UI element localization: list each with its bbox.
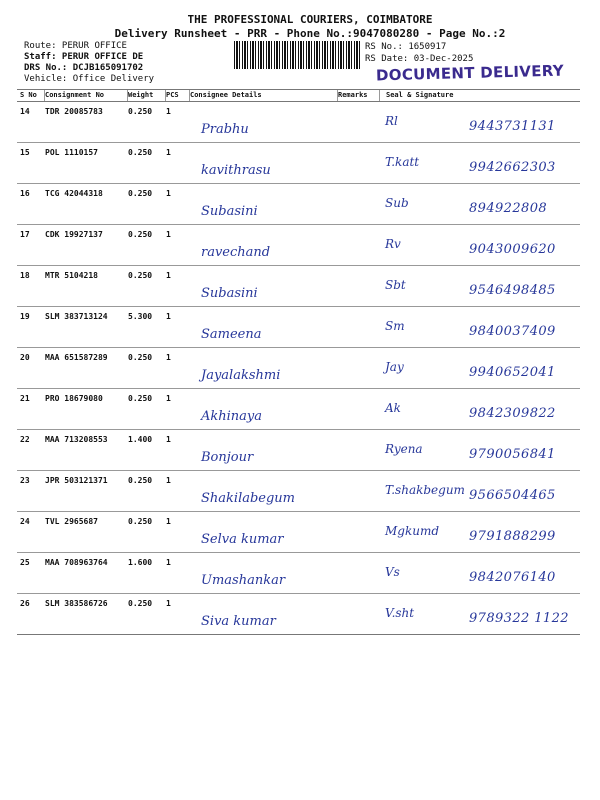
document-title: THE PROFESSIONAL COURIERS, COIMBATORE — [187, 13, 433, 26]
pcs-value: 1 — [166, 312, 171, 321]
consignee-name: Shakilabegum — [201, 491, 296, 506]
remarks-cell — [338, 307, 380, 347]
receiver-phone: 9789322 1122 — [469, 611, 569, 626]
pcs-value: 1 — [166, 476, 171, 485]
weight-value: 5.300 — [128, 312, 153, 321]
table-row — [17, 102, 580, 143]
receiver-phone: 9566504465 — [469, 488, 556, 503]
weight-value: 0.250 — [128, 476, 153, 485]
receiver-phone: 9942662303 — [469, 160, 556, 175]
weight-value: 0.250 — [128, 230, 153, 239]
serial-number: 15 — [20, 148, 30, 157]
table-row — [17, 430, 580, 471]
consignee-name: Sameena — [201, 327, 262, 342]
consignment-number: JPR 503121371 — [45, 476, 108, 485]
signature: T.shakbegum — [385, 483, 465, 497]
signature: Rl — [385, 114, 398, 128]
document-subtitle: Delivery Runsheet - PRR - Phone No.:9047080280 - Page No.:2 — [114, 27, 506, 40]
table-row — [17, 553, 580, 594]
table-row — [17, 471, 580, 512]
table-row — [17, 389, 580, 430]
receiver-phone: 9940652041 — [469, 365, 556, 380]
signature: T.katt — [385, 155, 420, 169]
rs-info — [365, 41, 473, 65]
remarks-cell — [338, 225, 380, 265]
pcs-value: 1 — [166, 189, 171, 198]
remarks-cell — [338, 512, 380, 552]
consignment-number: MTR 5104218 — [45, 271, 98, 280]
table-row — [17, 143, 580, 184]
barcode-image — [234, 41, 362, 69]
consignment-number: SLM 383713124 — [45, 312, 108, 321]
staff-label: Staff: PERUR OFFICE DE — [24, 52, 144, 62]
signature: Mgkumd — [385, 524, 440, 538]
route-label: Route: PERUR OFFICE — [24, 41, 127, 51]
serial-number: 19 — [20, 312, 30, 321]
consignee-name: Umashankar — [201, 573, 286, 588]
pcs-value: 1 — [166, 599, 171, 608]
pcs-value: 1 — [166, 148, 171, 157]
receiver-phone: 894922808 — [469, 201, 548, 216]
signature: Ryena — [385, 442, 423, 456]
weight-value: 0.250 — [128, 148, 153, 157]
signature: Ak — [385, 401, 401, 415]
receiver-phone: 9546498485 — [469, 283, 556, 298]
weight-value: 0.250 — [128, 189, 153, 198]
consignment-number: MAA 713208553 — [45, 435, 108, 444]
signature: Rv — [385, 237, 401, 251]
receiver-phone: 9842076140 — [469, 570, 556, 585]
consignee-name: Siva kumar — [201, 614, 276, 629]
table-header — [17, 90, 580, 102]
consignee-name: Subasini — [201, 204, 258, 219]
table-row — [17, 307, 580, 348]
table-row — [17, 225, 580, 266]
table-row — [17, 594, 580, 634]
pcs-value: 1 — [166, 271, 171, 280]
consignee-name: Jayalakshmi — [201, 368, 281, 383]
col-seal: Seal & Signature — [386, 91, 454, 99]
consignment-number: PRO 18679080 — [45, 394, 103, 403]
drs-label: DRS No.: DCJB165091702 — [24, 63, 144, 73]
signature: Sm — [385, 319, 405, 333]
consignment-number: TCG 42044318 — [45, 189, 103, 198]
consignee-name: Akhinaya — [201, 409, 263, 424]
weight-value: 0.250 — [128, 394, 153, 403]
remarks-cell — [338, 594, 380, 634]
receiver-phone: 9790056841 — [469, 447, 556, 462]
table-row — [17, 512, 580, 553]
consignment-number: MAA 708963764 — [45, 558, 108, 567]
remarks-cell — [338, 553, 380, 593]
pcs-value: 1 — [166, 558, 171, 567]
consignment-number: TDR 20085783 — [45, 107, 103, 116]
receiver-phone: 9791888299 — [469, 529, 556, 544]
weight-value: 1.400 — [128, 435, 153, 444]
col-sno: S No — [17, 90, 45, 101]
weight-value: 0.250 — [128, 271, 153, 280]
table-body — [17, 102, 580, 634]
col-consignment: Consignment No — [45, 90, 128, 101]
rs-number: RS No.: 1650917 — [365, 42, 447, 52]
table-row — [17, 266, 580, 307]
serial-number: 16 — [20, 189, 30, 198]
receiver-phone: 9840037409 — [469, 324, 556, 339]
signature: Sbt — [385, 278, 406, 292]
col-consignee: Consignee Details — [190, 90, 338, 101]
col-pcs: PCS — [166, 90, 190, 101]
serial-number: 23 — [20, 476, 30, 485]
weight-value: 0.250 — [128, 517, 153, 526]
remarks-cell — [338, 102, 380, 142]
consignee-name: kavithrasu — [201, 163, 271, 178]
signature: V.sht — [385, 606, 415, 620]
remarks-cell — [338, 143, 380, 183]
serial-number: 21 — [20, 394, 30, 403]
remarks-cell — [338, 348, 380, 388]
receiver-phone: 9443731131 — [469, 119, 556, 134]
signature: Sub — [385, 196, 409, 210]
receiver-phone: 9842309822 — [469, 406, 556, 421]
weight-value: 0.250 — [128, 107, 153, 116]
col-remarks: Remarks — [338, 90, 380, 101]
vehicle-label: Vehicle: Office Delivery — [24, 74, 155, 84]
runsheet-table — [17, 89, 580, 635]
consignment-number: TVL 2965687 — [45, 517, 98, 526]
remarks-cell — [338, 430, 380, 470]
weight-value: 0.250 — [128, 599, 153, 608]
remarks-cell — [338, 471, 380, 511]
signature: Vs — [385, 565, 400, 579]
document-delivery-stamp: DOCUMENT DELIVERY — [375, 61, 565, 85]
signature: Jay — [385, 360, 404, 374]
weight-value: 0.250 — [128, 353, 153, 362]
consignee-name: Bonjour — [201, 450, 254, 465]
remarks-cell — [338, 266, 380, 306]
consignment-number: SLM 383586726 — [45, 599, 108, 608]
consignment-number: MAA 651587289 — [45, 353, 108, 362]
pcs-value: 1 — [166, 517, 171, 526]
table-row — [17, 348, 580, 389]
rs-date: RS Date: 03-Dec-2025 — [365, 54, 474, 64]
pcs-value: 1 — [166, 353, 171, 362]
pcs-value: 1 — [166, 107, 171, 116]
table-row — [17, 184, 580, 225]
consignee-name: Prabhu — [201, 122, 249, 137]
serial-number: 26 — [20, 599, 30, 608]
serial-number: 14 — [20, 107, 30, 116]
weight-value: 1.600 — [128, 558, 153, 567]
pcs-value: 1 — [166, 394, 171, 403]
remarks-cell — [338, 184, 380, 224]
pcs-value: 1 — [166, 230, 171, 239]
consignee-name: ravechand — [201, 245, 271, 260]
receiver-phone: 9043009620 — [469, 242, 556, 257]
consignment-number: POL 1110157 — [45, 148, 98, 157]
serial-number: 18 — [20, 271, 30, 280]
header-info — [24, 41, 154, 85]
serial-number: 20 — [20, 353, 30, 362]
remarks-cell — [338, 389, 380, 429]
serial-number: 25 — [20, 558, 30, 567]
consignee-name: Subasini — [201, 286, 258, 301]
serial-number: 17 — [20, 230, 30, 239]
serial-number: 22 — [20, 435, 30, 444]
pcs-value: 1 — [166, 435, 171, 444]
serial-number: 24 — [20, 517, 30, 526]
col-weight: Weight — [128, 90, 166, 101]
consignment-number: CDK 19927137 — [45, 230, 103, 239]
consignee-name: Selva kumar — [201, 532, 284, 547]
